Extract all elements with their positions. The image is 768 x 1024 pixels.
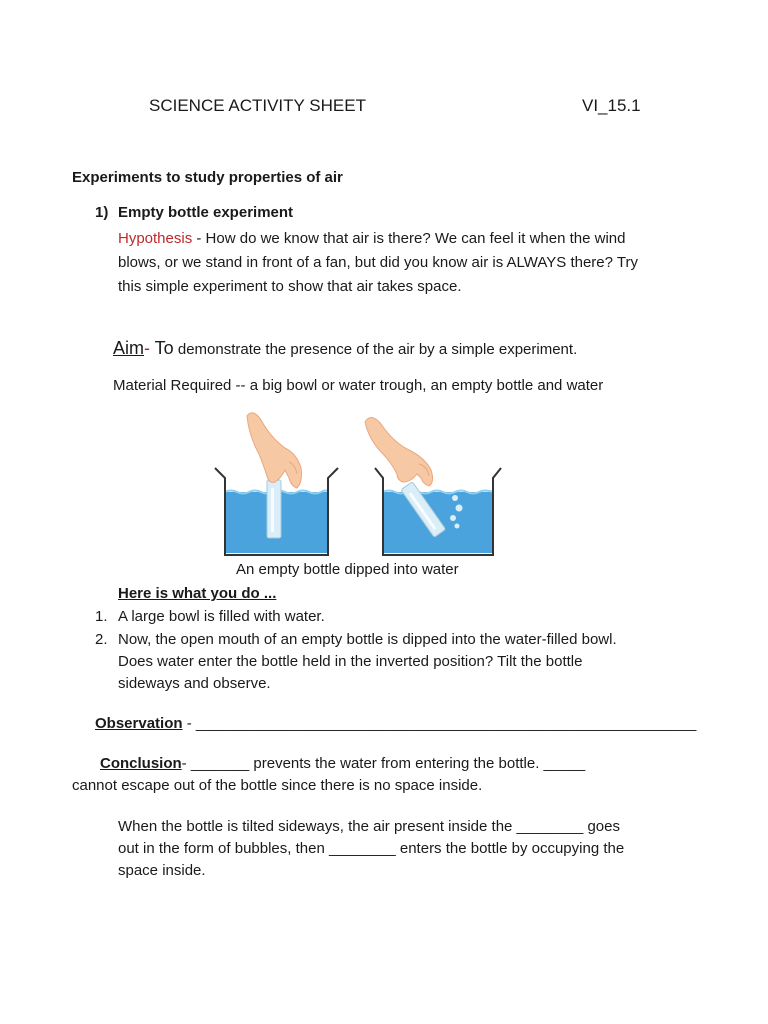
conclusion-label: Conclusion (100, 755, 182, 772)
observation-label: Observation (95, 715, 183, 732)
observation-line (95, 712, 696, 735)
conclusion-line-2: cannot escape out of the bottle since there is no space inside. (72, 777, 483, 794)
tilted-line-2: out in the form of bubbles, then ________ enters the bottle by occupying the (118, 840, 625, 857)
tilted-line-3: space inside. (118, 862, 206, 879)
sheet-code: VI_15.1 (582, 96, 641, 115)
hypothesis-dash: - (192, 230, 206, 247)
right-bowl (365, 417, 501, 555)
hypothesis-line-2: blows, or we stand in front of a fan, but did you know air is ALWAYS there? Try (118, 254, 638, 271)
left-bowl (215, 413, 338, 555)
aim-text: demonstrate the presence of the air by a simple experiment. (173, 341, 578, 358)
experiment-number: 1) (95, 204, 109, 221)
step-2-text-2: Does water enter the bottle held in the inverted position? Tilt the bottle (118, 653, 583, 670)
observation-blank: - ____________________________________________________________ (182, 715, 697, 732)
hypothesis-label: Hypothesis (118, 230, 193, 247)
step-2-text-1: Now, the open mouth of an empty bottle is dipped into the water-filled bowl. (118, 631, 617, 648)
hypothesis-text-1: How do we know that air is there? We can feel it when the wind (205, 230, 626, 247)
bubble (450, 515, 456, 521)
bubble (455, 524, 460, 529)
aim-dash: - (144, 338, 155, 358)
right-hand (365, 417, 433, 486)
step-1-number: 1. (95, 608, 108, 625)
experiment-illustration (205, 402, 515, 560)
bubble (452, 495, 458, 501)
aim-line (113, 338, 577, 359)
conclusion-line-1 (100, 752, 585, 775)
procedure-heading: Here is what you do ... (118, 585, 277, 602)
materials-text: Material Required -- a big bowl or water trough, an empty bottle and water (113, 377, 604, 394)
conclusion-text-1: - _______ prevents the water from entering the bottle. _____ (181, 755, 586, 772)
step-2-text-3: sideways and observe. (118, 675, 271, 692)
aim-label: Aim (113, 338, 144, 358)
figure-caption: An empty bottle dipped into water (236, 561, 459, 578)
left-hand (247, 413, 302, 488)
tilted-line-1: When the bottle is tilted sideways, the air present inside the ________ goes (118, 818, 620, 835)
experiment-title: Empty bottle experiment (118, 204, 294, 221)
section-heading: Experiments to study properties of air (72, 169, 343, 186)
step-1-text: A large bowl is filled with water. (118, 608, 325, 625)
step-2-number: 2. (95, 631, 108, 648)
aim-to: To (154, 338, 174, 358)
hypothesis-line-3: this simple experiment to show that air takes space. (118, 278, 462, 295)
hypothesis-line-1 (118, 227, 626, 250)
page-title: SCIENCE ACTIVITY SHEET (149, 96, 366, 115)
bubble (456, 505, 463, 512)
